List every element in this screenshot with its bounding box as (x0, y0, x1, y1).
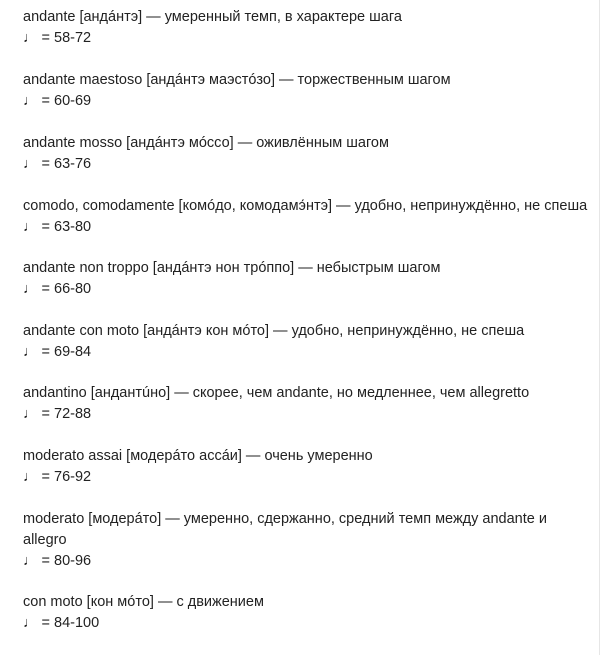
tempo-entry (23, 258, 593, 300)
entry-tempo: ♩ = 69-84 (23, 344, 92, 360)
entry-tempo: ♩ = 72-88 (23, 406, 92, 422)
entry-description: moderato [модерáто] — умеренно, сдержанно, средний темп между andante и allegro (23, 511, 547, 548)
tempo-entry (23, 509, 593, 572)
entry-description: andantino [андантúно] — скорее, чем andante, но медленнее, чем allegretto (23, 385, 530, 401)
entry-tempo: ♩ = 66-80 (23, 281, 92, 297)
entry-description: con moto [кон мóто] — с движением (23, 594, 264, 610)
tempo-entry (23, 383, 593, 425)
entry-tempo: ♩ = 63-76 (23, 156, 92, 172)
tempo-entry (23, 446, 593, 488)
entry-description: moderato assai [модерáто ассáи] — очень умеренно (23, 448, 373, 464)
entry-description: andante [андáнтэ] — умеренный темп, в характере шага (23, 9, 402, 25)
entry-description: comodo, comodamente [комóдо, комодамэ́нтэ] — удобно, непринуждённо, не спеша (23, 198, 588, 214)
entry-description: andante non troppo [андáнтэ нон трóппо] — небыстрым шагом (23, 260, 441, 276)
entry-tempo: ♩ = 80-96 (23, 553, 92, 569)
entry-tempo: ♩ = 60-69 (23, 93, 92, 109)
tempo-entry (23, 592, 593, 634)
entry-description: andante maestoso [андáнтэ маэстóзо] — торжественным шагом (23, 72, 451, 88)
entry-description: andante mosso [андáнтэ мóссо] — оживлённым шагом (23, 135, 389, 151)
tempo-entry (23, 196, 593, 238)
tempo-entry (23, 7, 593, 49)
entry-description: andante con moto [андáнтэ кон мóто] — удобно, непринуждённо, не спеша (23, 323, 525, 339)
tempo-entry (23, 70, 593, 112)
entry-tempo: ♩ = 58-72 (23, 30, 92, 46)
tempo-entry (23, 133, 593, 175)
entry-tempo: ♩ = 63-80 (23, 219, 92, 235)
tempo-entry (23, 321, 593, 363)
entry-tempo: ♩ = 76-92 (23, 469, 92, 485)
entry-tempo: ♩ = 84-100 (23, 615, 100, 631)
